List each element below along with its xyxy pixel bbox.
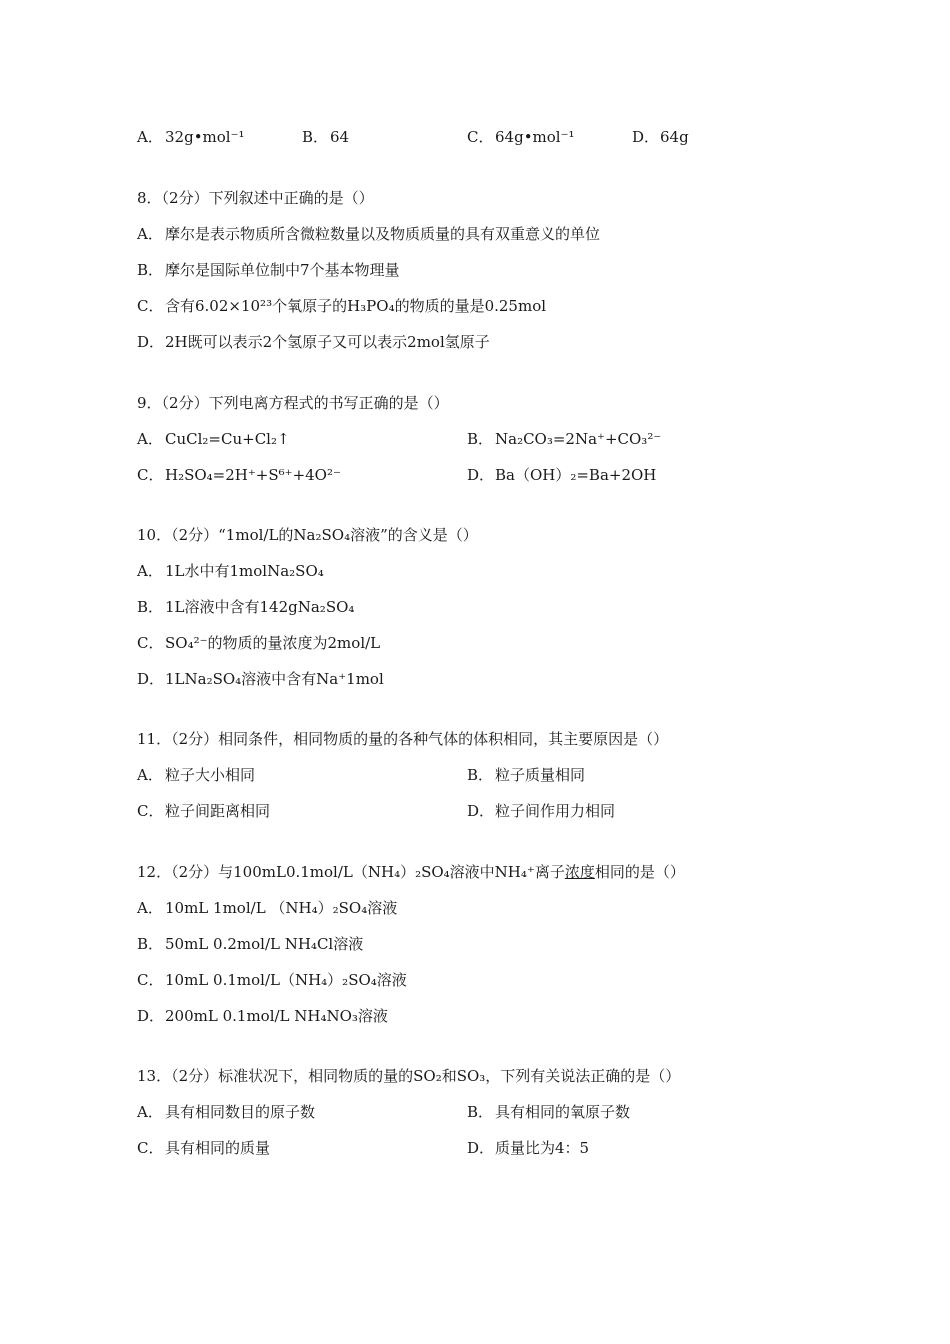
q7-option-d: D．64g [632,128,689,146]
q13-option-a: A． 具有相同数目的原子数 [137,1103,316,1121]
q11-option-a: A． 粒子大小相同 [137,766,256,784]
q10-option-c: C． SO₄²⁻的物质的量浓度为2mol/L [137,634,381,652]
q8-option-c: C． 含有6.02×10²³个氧原子的H₃PO₄的物质的量是0.25mol [137,297,547,315]
q11-option-b: B． 粒子质量相同 [467,766,586,784]
q13-option-b: B． 具有相同的氧原子数 [467,1103,631,1121]
q12-option-a: A． 10mL 1mol/L （NH₄）₂SO₄溶液 [137,899,398,917]
q9-option-a: A． CuCl₂=Cu+Cl₂↑ [137,430,290,448]
q8-option-a: A． 摩尔是表示物质所含微粒数量以及物质质量的具有双重意义的单位 [137,225,601,243]
q8-option-b: B． 摩尔是国际单位制中7个基本物理量 [137,261,400,279]
q11-option-d: D．粒子间作用力相同 [467,802,616,820]
q11-stem: 11．（2分）相同条件，相同物质的量的各种气体的体积相同，其主要原因是（） [137,730,669,748]
q7-option-b: B． 64 [302,128,350,146]
q13-option-c: C． 具有相同的质量 [137,1139,271,1157]
q7-option-c: C． 64g•mol⁻¹ [467,128,575,146]
q9-option-c: C． H₂SO₄=2H⁺+S⁶⁺+4O²⁻ [137,466,341,484]
q8-option-d: D．2H既可以表示2个氢原子又可以表示2mol氢原子 [137,333,490,351]
q7-option-a: A． 32g•mol⁻¹ [137,128,245,146]
q12-stem: 12．（2分）与100mL0.1mol/L（NH₄）₂SO₄溶液中NH₄⁺离子浓度相同的是（） [137,863,685,881]
q12-option-c: C． 10mL 0.1mol/L（NH₄）₂SO₄溶液 [137,971,407,989]
q8-stem: 8．（2分）下列叙述中正确的是（） [137,189,374,207]
q9-option-b: B． Na₂CO₃=2Na⁺+CO₃²⁻ [467,430,662,448]
q9-option-d: D．Ba（OH）₂=Ba+2OH [467,466,657,484]
q12-option-d: D．200mL 0.1mol/L NH₄NO₃溶液 [137,1007,388,1025]
q12-underlined-term: 浓度 [564,863,595,881]
q12-option-b: B． 50mL 0.2mol/L NH₄Cl溶液 [137,935,364,953]
q10-option-a: A． 1L水中有1molNa₂SO₄ [137,562,324,580]
q13-stem: 13．（2分）标准状况下，相同物质的量的SO₂和SO₃，下列有关说法正确的是（） [137,1067,681,1085]
q9-stem: 9．（2分）下列电离方程式的书写正确的是（） [137,394,449,412]
q10-option-d: D．1LNa₂SO₄溶液中含有Na⁺1mol [137,670,384,688]
q10-stem: 10．（2分）“1mol/L的Na₂SO₄溶液”的含义是（） [137,526,478,544]
q10-option-b: B． 1L溶液中含有142gNa₂SO₄ [137,598,355,616]
q13-option-d: D．质量比为4：5 [467,1139,590,1157]
q11-option-c: C． 粒子间距离相同 [137,802,271,820]
